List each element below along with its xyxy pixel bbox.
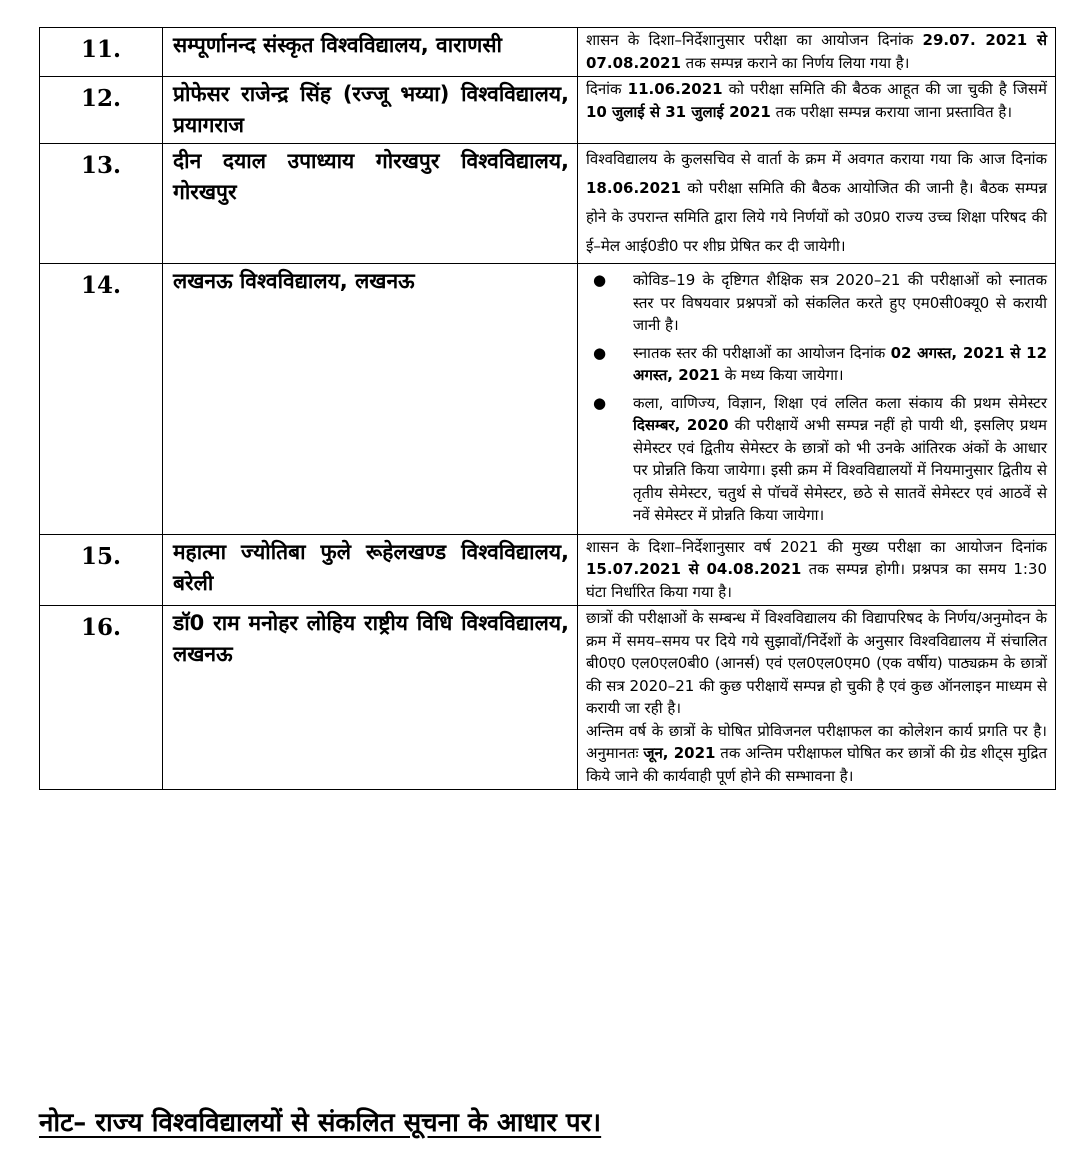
- detail-text: अन्तिम वर्ष के छात्रों के घोषित प्रोविजनल परीक्षाफल का कोलेशन कार्य प्रगति पर है। अनुमानतः: [586, 721, 1047, 762]
- detail-text: विश्वविद्यालय के कुलसचिव से वार्ता के क्रम में अवगत कराया गया कि आज दिनांक: [586, 150, 1047, 168]
- detail-date-bold: 10 जुलाई से 31 जुलाई 2021: [586, 102, 771, 121]
- exam-details: [578, 606, 1056, 790]
- detail-text: की परीक्षायें अभी सम्पन्न नहीं हो पायी थी, इसलिए प्रथम सेमेस्टर एवं द्वितीय सेमेस्टर के छात्रों को भी उनके आंतिरक अंकों के आधार पर प्रोन्नति किया जायेगा। इसी क्रम में विश्वविद्यालयों में नियमानुसार द्वितीय से तृतीय सेमेस्टर, चतुर्थ से पॉचवें सेमेस्टर, छठे से सातवें सेमेस्टर एवं आठवें से नवें सेमेस्टर में प्रोन्नति किया जायेगा।: [633, 416, 1047, 524]
- bullet-icon: ●: [593, 271, 607, 289]
- table-row: [40, 264, 1056, 535]
- footer-note: नोट– राज्य विश्वविद्यालयों से संकलित सूचना के आधार पर।: [39, 1108, 602, 1138]
- detail-text: कला, वाणिज्य, विज्ञान, शिक्षा एवं ललित कला संकाय की प्रथम सेमेस्टर: [633, 393, 1047, 412]
- detail-date-bold: 15.07.2021 से 04.08.2021: [586, 560, 802, 578]
- table-row: [40, 28, 1056, 77]
- table-row: [40, 534, 1056, 606]
- exam-details: [578, 28, 1056, 77]
- detail-date-bold: 18.06.2021: [586, 179, 681, 197]
- university-name: सम्पूर्णानन्द संस्कृत विश्वविद्यालय, वाराणसी: [163, 28, 578, 77]
- detail-text: कोविड–19 के दृष्टिगत शैक्षिक सत्र 2020–21 की परीक्षाओं को स्नातक स्तर पर विषयवार प्रश्नपत्रों को संकलित करते हुए एम0सी0क्यू0 से करायी जानी है।: [633, 271, 1047, 334]
- row-number: 15.: [40, 534, 163, 606]
- detail-text: शासन के दिशा–निर्देशानुसार वर्ष 2021 की मुख्य परीक्षा का आयोजन दिनांक: [586, 537, 1047, 556]
- exam-details: [578, 534, 1056, 606]
- row-number: 14.: [40, 264, 163, 535]
- bullet-list: [586, 269, 1047, 527]
- university-name: डॉ0 राम मनोहर लोहिय राष्ट्रीय विधि विश्वविद्यालय, लखनऊ: [163, 606, 578, 790]
- university-name: महात्मा ज्योतिबा फुले रूहेलखण्ड विश्वविद्यालय, बरेली: [163, 534, 578, 606]
- table-row: [40, 77, 1056, 144]
- bullet-item: [586, 392, 1047, 527]
- row-number: 16.: [40, 606, 163, 790]
- detail-text: शासन के दिशा–निर्देशानुसार परीक्षा का आयोजन दिनांक: [586, 31, 923, 49]
- exam-details: [578, 264, 1056, 535]
- bullet-item: [586, 342, 1047, 387]
- university-name: प्रोफेसर राजेन्द्र सिंह (रज्जू भय्या) विश्वविद्यालय, प्रयागराज: [163, 77, 578, 144]
- detail-paragraph: [586, 720, 1047, 788]
- bullet-icon: ●: [593, 393, 607, 412]
- university-exam-table: [39, 27, 1056, 790]
- row-number: 13.: [40, 144, 163, 264]
- detail-text: तक अन्तिम परीक्षाफल घोषित कर छात्रों की ग्रेड शीट्स मुद्रित किये जाने की कार्यवाही पूर्ण होने की सम्भावना है।: [586, 744, 1047, 785]
- exam-details: [578, 144, 1056, 264]
- bullet-item: [586, 269, 1047, 337]
- exam-details: [578, 77, 1056, 144]
- row-number: 12.: [40, 77, 163, 144]
- row-number: 11.: [40, 28, 163, 77]
- university-name: दीन दयाल उपाध्याय गोरखपुर विश्वविद्यालय, गोरखपुर: [163, 144, 578, 264]
- detail-text: छात्रों की परीक्षाओं के सम्बन्ध में विश्वविद्यालय की विद्यापरिषद के निर्णय/अनुमोदन के क्रम में समय–समय पर दिये गये सुझावों/निर्देशों के अनुसार विश्वविद्यालय में संचालित बी0ए0 एल0एल0बी0 (आनर्स) एवं एल0एल0एम0 (एक वर्षीय) पाठ्यक्रम के छात्रों की सत्र 2020–21 की कुछ परीक्षायें सम्पन्न हो चुकी है एवं कुछ ऑनलाइन माध्यम से करायी जा रही है।: [586, 609, 1047, 717]
- table-row: [40, 606, 1056, 790]
- detail-paragraph: [586, 145, 1047, 261]
- detail-text: को परीक्षा समिति की बैठक आयोजित की जानी है। बैठक सम्पन्न होने के उपरान्त समिति द्वारा लिये गये निर्णयों को उ0प्र0 राज्य उच्च शिक्षा परिषद की ई–मेल आई0डी0 पर शीघ्र प्रेषित कर दी जायेगी।: [586, 179, 1047, 255]
- detail-paragraph: [586, 607, 1047, 720]
- detail-date-bold: 02 अगस्त, 2021 से 12 अगस्त, 2021: [633, 343, 1048, 384]
- bullet-icon: ●: [593, 343, 607, 362]
- detail-text: तक सम्पन्न होगी। प्रश्नपत्र का समय 1:30 घंटा निर्धारित किया गया है।: [586, 560, 1047, 601]
- detail-date-bold: 29.07. 2021 से 07.08.2021: [586, 31, 1047, 72]
- detail-text: तक परीक्षा सम्पन्न कराया जाना प्रस्तावित है।: [770, 102, 1013, 121]
- detail-text: के मध्य किया जायेगा।: [719, 366, 844, 384]
- university-name: लखनऊ विश्वविद्यालय, लखनऊ: [163, 264, 578, 535]
- detail-text: तक सम्पन्न कराने का निर्णय लिया गया है।: [680, 53, 910, 72]
- detail-text: दिनांक: [586, 80, 628, 98]
- detail-date-bold: 11.06.2021: [627, 80, 723, 98]
- detail-date-bold: दिसम्बर, 2020: [633, 416, 729, 434]
- table-row: [40, 144, 1056, 264]
- detail-text: स्नातक स्तर की परीक्षाओं का आयोजन दिनांक: [633, 343, 891, 362]
- detail-text: को परीक्षा समिति की बैठक आहूत की जा चुकी है जिसमें: [722, 80, 1047, 98]
- detail-date-bold: जून, 2021: [643, 744, 716, 762]
